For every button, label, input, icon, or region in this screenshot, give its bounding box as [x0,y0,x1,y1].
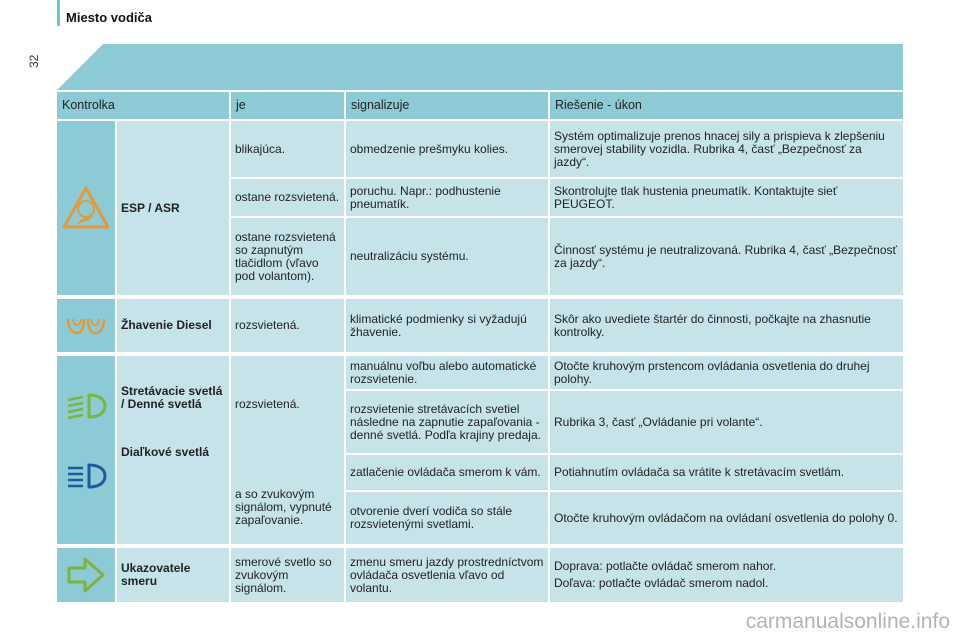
esp-icon-cell [57,121,115,295]
glow-plug-state: rozsvietená. [231,299,344,352]
esp-signal-1: obmedzenie prešmyku kolies. [346,121,548,177]
glow-plug-signal: klimatické podmienky si vyžadujú žhavenie. [346,299,548,352]
turn-signal-icon [66,556,106,594]
lights-solution-4: Otočte kruhovým ovládačom na ovládaní osvetlenia do polohy 0. [550,492,903,544]
high-beam-label: Diaľkové svetlá [121,445,210,459]
lights-solution-3: Potiahnutím ovládača sa vrátite k stretávacím svetlám. [550,455,903,490]
lights-state-ignition-off: a so zvukovým signálom, vypnuté zapaľovanie. [235,487,332,527]
esp-state-2: ostane rozsvietená. [231,179,344,216]
esp-solution-2: Skontrolujte tlak hustenia pneumatík. Kontaktujte sieť PEUGEOT. [550,179,903,216]
column-header-je: je [231,92,344,119]
turn-signal-solution-left: Doľava: potlačte ovládač smerom nadol. [554,576,769,590]
esp-signal-2: poruchu. Napr.: podhustenie pneumatík. [346,179,548,216]
low-beam-icon [65,391,107,421]
esp-signal-3: neutralizáciu systému. [346,218,548,295]
esp-solution-3: Činnosť systému je neutralizovaná. Rubrika 4, časť „Bezpečnosť za jazdy“. [550,218,903,295]
high-beam-icon [65,461,107,491]
glow-plug-icon-cell [57,299,115,352]
turn-signal-label: Ukazovatele smeru [117,548,229,602]
turn-signal-state: smerové svetlo so zvukovým signálom. [231,548,344,602]
esp-solution-1: Systém optimalizuje prenos hnacej sily a prispieva k zlepšeniu smerovej stability vozidla. Rubrika 4, časť „Bezpečnosť za jazdy“. [550,121,903,177]
lights-state-on: rozsvietená. [235,397,300,411]
accent-bar [57,0,60,26]
lights-state-cell [231,356,344,544]
turn-signal-solution-right: Doprava: potlačte ovládač smerom nahor. [554,559,777,573]
esp-warning-icon [61,185,111,231]
page-number: 32 [27,54,41,68]
turn-signal-icon-cell [57,548,115,602]
lights-solution-1: Otočte kruhovým prstencom ovládania osvetlenia do druhej polohy. [550,356,903,389]
section-title: Miesto vodiča [66,10,152,25]
lights-solution-2: Rubrika 3, časť „Ovládanie pri volante“. [550,391,903,453]
turn-signal-solution [550,548,903,602]
lights-signal-2: rozsvietenie stretávacích svetiel následne na zapnutie zapaľovania - denné svetlá. Podľa krajiny predaja. [346,391,548,453]
lights-icon-cell [57,356,115,544]
glow-plug-solution: Skôr ako uvediete štartér do činnosti, počkajte na zhasnutie kontrolky. [550,299,903,352]
esp-label: ESP / ASR [117,121,229,295]
turn-signal-signal: zmenu smeru jazdy prostredníctvom ovládača osvetlenia vľavo od volantu. [346,548,548,602]
lights-signal-4: otvorenie dverí vodiča so stále rozsvietenými svetlami. [346,492,548,544]
watermark: carmanualsonline.info [745,610,950,633]
lights-signal-1: manuálnu voľbu alebo automatické rozsvietenie. [346,356,548,389]
column-header-kontrolka: Kontrolka [57,92,229,119]
lights-label-cell [117,356,229,544]
column-header-signalizuje: signalizuje [346,92,548,119]
header-banner [57,44,903,90]
column-header-riesenie: Riešenie - úkon [550,92,903,119]
glow-plug-icon [65,315,107,337]
low-beam-label: Stretávacie svetlá / Denné svetlá [121,384,223,411]
banner-corner [57,44,103,90]
glow-plug-label: Žhavenie Diesel [117,299,229,352]
esp-state-3: ostane rozsvietená so zapnutým tlačidlom (vľavo pod volantom). [231,218,344,295]
esp-state-1: blikajúca. [231,121,344,177]
lights-signal-3: zatlačenie ovládača smerom k vám. [346,455,548,490]
